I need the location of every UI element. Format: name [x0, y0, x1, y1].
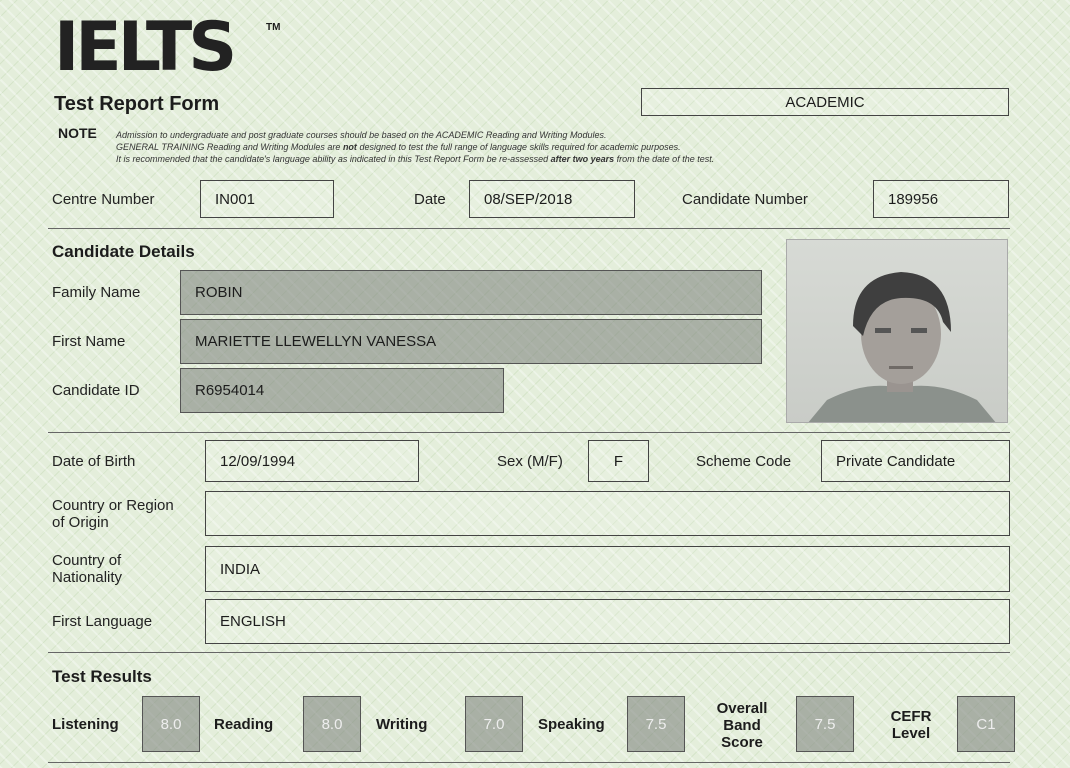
- trademark: TM: [266, 22, 281, 33]
- cefr-level-score: C1: [957, 696, 1015, 752]
- cefr-level-label: CEFR Level: [890, 708, 932, 742]
- test-results-heading: Test Results: [52, 667, 152, 686]
- date-field: 08/SEP/2018: [469, 180, 635, 218]
- first-language-field: ENGLISH: [205, 599, 1010, 644]
- first-language-label: First Language: [52, 613, 153, 630]
- divider: [48, 432, 1010, 433]
- candidate-id-label: Candidate ID: [52, 382, 140, 399]
- centre-number-label: Centre Number: [52, 191, 155, 208]
- sex-field: F: [588, 440, 649, 482]
- nationality-label: Country of Nationality: [52, 552, 123, 586]
- speaking-label: Speaking: [538, 716, 605, 733]
- sex-label: Sex (M/F): [497, 453, 563, 470]
- candidate-details-heading: Candidate Details: [52, 242, 195, 261]
- listening-label: Listening: [52, 716, 119, 733]
- reading-score: 8.0: [303, 696, 361, 752]
- date-label: Date: [414, 191, 446, 208]
- overall-band-score: 7.5: [796, 696, 854, 752]
- country-origin-label: Country or Region of Origin: [52, 497, 174, 531]
- family-name-label: Family Name: [52, 284, 141, 301]
- candidate-number-field: 189956: [873, 180, 1009, 218]
- module-value: ACADEMIC: [785, 93, 865, 111]
- note-line-2: GENERAL TRAINING Reading and Writing Modules are not designed to test the full range of language skills required for academic purposes.: [116, 142, 681, 152]
- candidate-number-label: Candidate Number: [682, 191, 808, 208]
- note-line-3: It is recommended that the candidate's language ability as indicated in this Test Report Form be re-assessed after two years from the date of the test.: [116, 154, 715, 164]
- centre-number-field: IN001: [200, 180, 334, 218]
- portrait-image: [787, 240, 1008, 423]
- reading-label: Reading: [214, 716, 274, 733]
- speaking-score: 7.5: [627, 696, 685, 752]
- country-origin-field: [205, 491, 1010, 536]
- dob-field: 12/09/1994: [205, 440, 419, 482]
- divider: [48, 652, 1010, 653]
- note-label: NOTE: [58, 125, 97, 141]
- family-name-field: ROBIN: [180, 270, 762, 315]
- scheme-code-field: Private Candidate: [821, 440, 1010, 482]
- candidate-photo: [786, 239, 1008, 423]
- divider: [48, 762, 1010, 763]
- listening-score: 8.0: [142, 696, 200, 752]
- candidate-id-field: R6954014: [180, 368, 504, 413]
- module-field: [641, 88, 1009, 116]
- dob-label: Date of Birth: [52, 453, 136, 470]
- overall-band-label: Overall Band Score: [716, 700, 768, 751]
- first-name-field: MARIETTE LLEWELLYN VANESSA: [180, 319, 762, 364]
- nationality-field: INDIA: [205, 546, 1010, 592]
- scheme-code-label: Scheme Code: [696, 453, 792, 470]
- ielts-logo: IELTS: [54, 8, 234, 87]
- note-line-1: Admission to undergraduate and post graduate courses should be based on the ACADEMIC Reading and Writing Modules.: [116, 130, 607, 140]
- writing-label: Writing: [376, 716, 428, 733]
- first-name-label: First Name: [52, 333, 126, 350]
- divider: [48, 228, 1010, 229]
- writing-score: 7.0: [465, 696, 523, 752]
- page-title: Test Report Form: [54, 93, 220, 115]
